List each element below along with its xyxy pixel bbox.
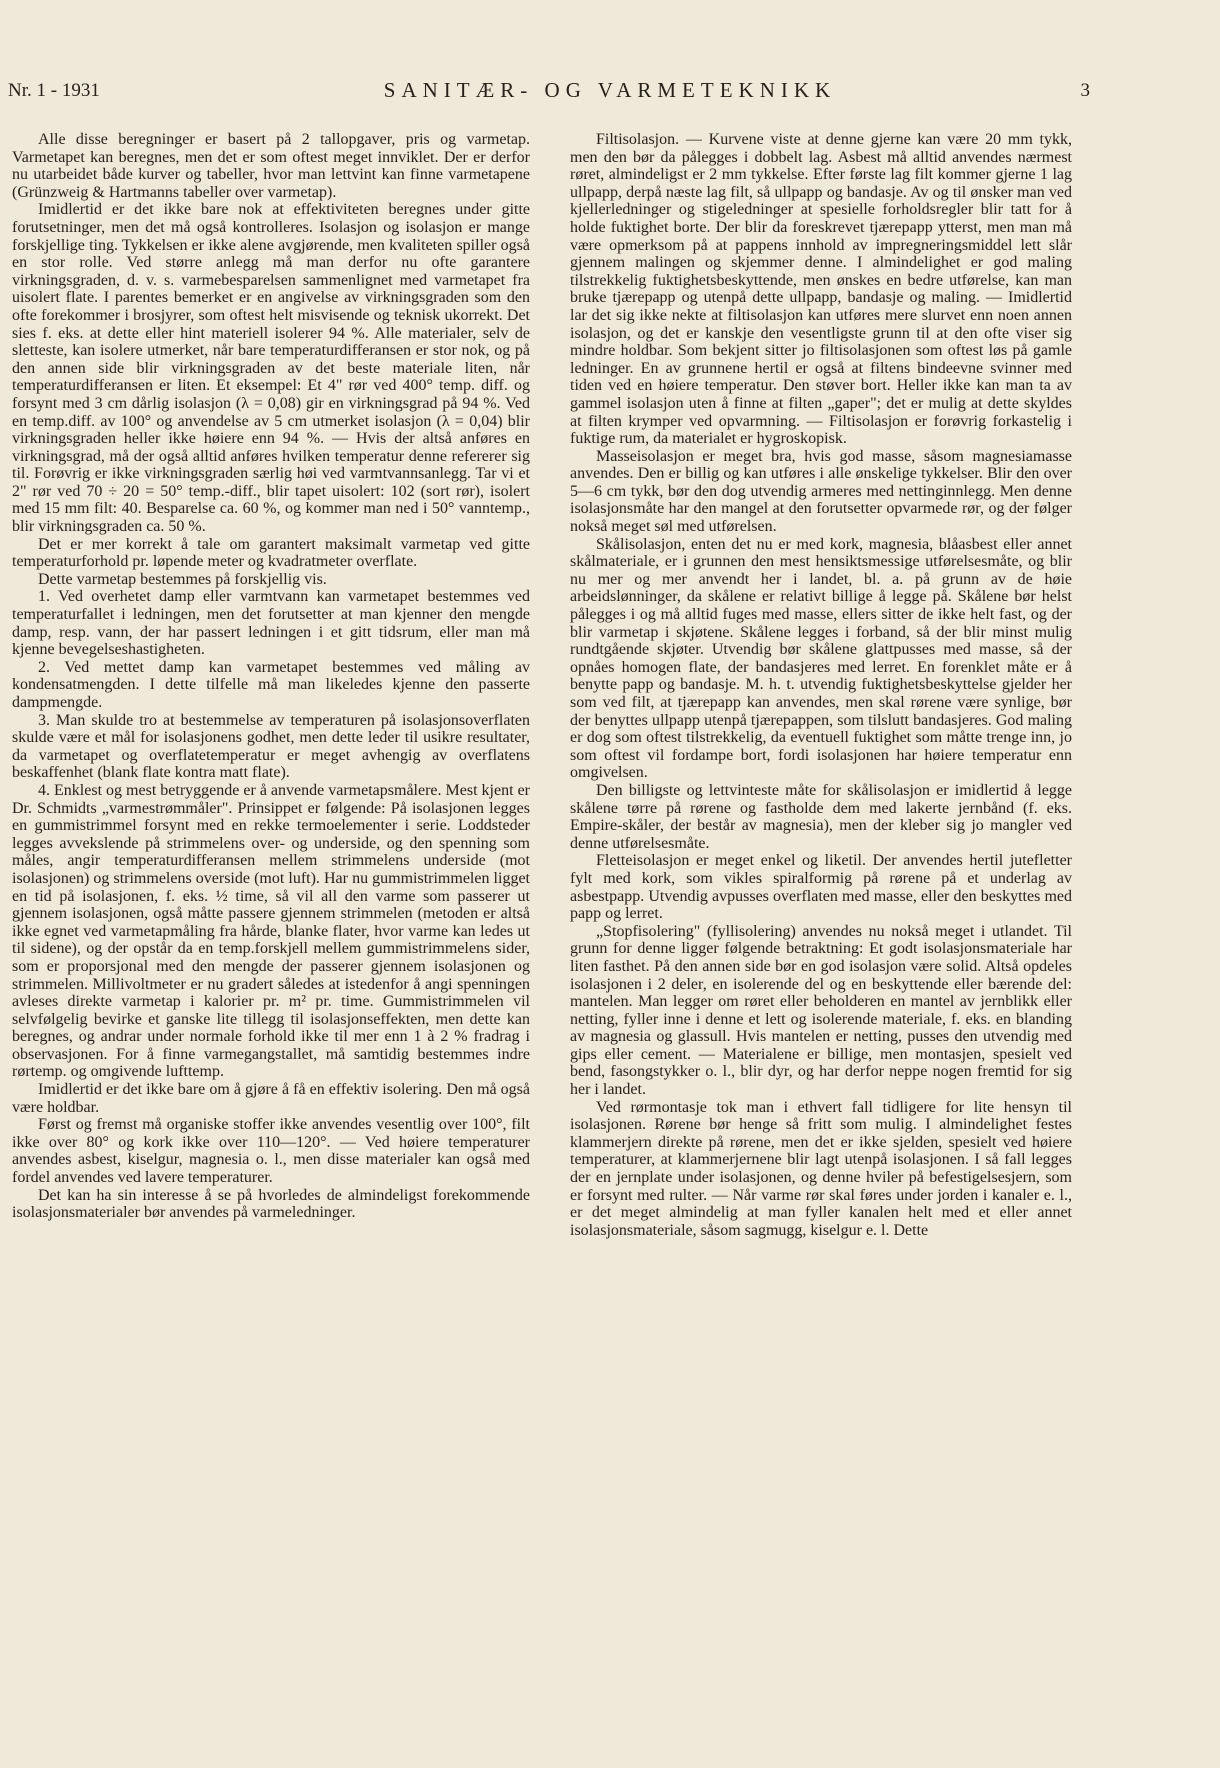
paragraph: Skålisolasjon, enten det nu er med kork, magnesia, blåasbest eller annet skålmateriale, er i grunnen den mest hensiktsmessige utførelsesmåte, og blir nu mer og mer anvendt her i landet, bl. a. på grunn av de høie arbeidslønninger, da skålene er relativt billige å legge på. Skålene bør helst pålegges i og må alltid fuges med masse, ellers sitter de ikke helt fast, og der blir varmetap i skjøtene. Skålene legges i forband, så der blir minst mulig rundtgående skjøter. Utvendig bør skålene glattpusses med masse, så der opnåes homogen flate, der bandasjeres med lerret. En forenklet måte er å benytte papp og bandasje. M. h. t. utvendig fuktighetsbeskyttelse gjelder her som ved filt, at tjærepapp kan anvendes, men skal rørene være synlige, bør der benyttes ullpapp utenpå tjærepappen, som tilslutt bandasjeres. God maling er dog som oftest tilstrekkelig, da eventuell fuktighet som måtte trenge inn, jo som oftest vil fordampe bort, fordi isolasjonen har høiere temperatur enn omgivelsen. (570, 535, 1072, 782)
paragraph: 4. Enklest og mest betryggende er å anvende varmetapsmålere. Mest kjent er Dr. Schmidts „varmestrømmåler". Prinsippet er følgende: På isolasjonen legges en gummistrimmel forsynt med en rekke termoelementer i serie. Loddsteder legges avvekslende på strimmelens over- og underside, og den spenning som måles, angir temperaturdifferansen mellem strimmelens underside (mot isolasjonen) og strimmelens overside (mot luft). Har nu gummistrimmelen ligget en tid på isolasjonen, f. eks. ½ time, så vil all den varme som passerer ut gjennem isolasjonen, også måtte passere gjennem strimmelen (metoden er altså ikke egnet ved varmetapmåling fra hårde, blanke flater, hvor varme kan ledes ut til sidene), og der opstår da en temp.forskjell mellem gummistrimmelens sider, som er proporsjonal med den mengde der passerer gjennem isolasjonen og strimmelen. Millivoltmeter er nu gradert således at istedenfor å angi spenningen avleses direkte varmetap i kalorier pr. m² pr. time. Gummistrimmelen vil selvfølgelig bevirke et ganske lite tillegg til isolasjonseffekten, men dette kan beregnes, og andrar under normale forhold ikke til mer enn 1 à 2 % fradrag i observasjonen. For å finne varmegangstallet, må samtidig bestemmes indre rørtemp. og omgivende lufttemp. (12, 781, 530, 1081)
issue-number: Nr. 1 - 1931 (8, 80, 100, 101)
paragraph: Masseisolasjon er meget bra, hvis god masse, såsom magnesiamasse anvendes. Den er billig og kan utføres i alle ønskelige tykkelser. Blir den over 5—6 cm tykk, bør den dog utvendig armeres med nettinginnlegg. Men denne isolasjonsmåte har den mangel at den forutsetter opvarmede rør, og der følger nokså meget søl med utførelsen. (570, 447, 1072, 536)
paragraph: „Stopfisolering" (fyllisolering) anvendes nu nokså meget i utlandet. Til grunn for denne ligger følgende betraktning: Et godt isolasjonsmateriale har liten fasthet. På den annen side bør en god isolasjon være solid. Altså opdeles isolasjonen i 2 deler, en isolerende del og en beskyttende eller bærende del: mantelen. Man legger om røret eller beholderen en mantel av jernblikk eller netting, fyller inne i denne et lett og isolerende materiale, f. eks. en blanding av magnesia og glassull. Hvis mantelen er netting, pusses den utvendig med gips eller cement. — Materialene er billige, men montasjen, spesielt ved bend, fasongstykker o. l., blir dyr, og har derfor neppe nogen fremtid for sig her i landet. (570, 922, 1072, 1099)
journal-title: SANITÆR- OG VARMETEKNIKK (383, 78, 837, 102)
running-head (0, 80, 1220, 106)
paragraph: Den billigste og lettvinteste måte for skålisolasjon er imidlertid å legge skålene tørre på rørene og fastholde dem med lakerte jernbånd (f. eks. Empire-skåler, der består av magnesia), men der kleber sig jo mangler ved denne utførelsesmåte. (570, 781, 1072, 852)
paragraph: Ved rørmontasje tok man i ethvert fall tidligere for lite hensyn til isolasjonen. Rørene bør henge så fritt som mulig. I almindelighet festes klammerjern direkte på rørene, men det er ikke sjelden, spesielt ved høiere temperaturer, at klammerjernene blir lagt utenpå isolasjonen. I så fall legges der en jernplate under isolasjonen, og denne hviler på befestigelsesjern, som er forsynt med rulter. — Når varme rør skal føres under jorden i kanaler e. l., er det meget almindelig at man fyller kanalen helt med et eller annet isolasjonsmateriale, såsom sagmugg, kiselgur e. l. Dette (570, 1098, 1072, 1239)
paragraph: Filtisolasjon. — Kurvene viste at denne gjerne kan være 20 mm tykk, men den bør da pålegges i dobbelt lag. Asbest må alltid anvendes nærmest røret, almindeligst er 2 mm tykkelse. Efter første lag filt kommer gjerne 1 lag ullpapp, derpå næste lag filt, så ullpapp og bandasje. Av og til ønsker man ved kjellerledninger og stigeledninger at spesielle forholdsregler blir tatt for å holde fuktighet borte. Der blir da foreskrevet tjærepapp ytterst, men man må være opmerksom på at pappens innhold av impregneringsmiddel lett slår gjennem malingen og skjemmer denne. I almindelighet er god maling tilstrekkelig fuktighetsbeskyttende, men ønskes en bedre utførelse, kan man bruke tjærepapp og utenpå dette ullpapp, bandasje og maling. — Imidlertid lar det sig ikke nekte at filtisolasjon kan utføres mere slurvet enn noen annen isolasjon, og det er kanskje den vesentligste grunn til at den ofte viser sig mindre holdbar. Som bekjent sitter jo filtisolasjonen som oftest løs på gamle ledninger. En av grunnene hertil er også at filtens bindeevne svinner med tiden ved en høiere temperatur. Den støver bort. Heller ikke kan man ta av gammel isolasjon uten å finne at filten „gaper"; det er mulig at dette skyldes at filten krymper ved opvarmning. — Filtisolasjon er forøvrig forkastelig i fuktige rum, da materialet er hygroskopisk. (570, 131, 1072, 448)
paragraph: 2. Ved mettet damp kan varmetapet bestemmes ved måling av kondensatmengden. I dette tilfelle må man likeledes kjenne den passerte dampmengde. (12, 658, 530, 711)
paragraph: 1. Ved overhetet damp eller varmtvann kan varmetapet bestemmes ved temperaturfallet i ledningen, men det forutsetter at man kjenner den mengde damp, resp. vann, der har passert ledningen i et gitt tidsrum, eller man må kjenne bevegelseshastigheten. (12, 588, 530, 659)
paragraph: Alle disse beregninger er basert på 2 tallopgaver, pris og varmetap. Varmetapet kan beregnes, men det er som oftest meget innviklet. Der er derfor nu utarbeidet både kurver og tabeller, hvor man lettvint kan finne varmetapene (Grünzweig & Hartmanns tabeller over varmetap). (12, 131, 530, 201)
right-column (570, 131, 1072, 1239)
paragraph: Først og fremst må organiske stoffer ikke anvendes vesentlig over 100°, filt ikke over 80° og kork ikke over 110—120°. — Ved høiere temperaturer anvendes asbest, kiselgur, magnesia o. l., men disse materialer kan også med fordel anvendes ved lavere temperaturer. (12, 1116, 530, 1187)
paragraph: Imidlertid er det ikke bare om å gjøre å få en effektiv isolering. Den må også være holdbar. (12, 1081, 530, 1116)
page-number: 3 (1080, 80, 1090, 101)
paragraph: Imidlertid er det ikke bare nok at effektiviteten beregnes under gitte forutsetninger, men det må også kontrolleres. Isolasjon og isolasjon er mange forskjellige ting. Tykkelsen er ikke alene avgjørende, men kvaliteten spiller også en stor rolle. Ved større anlegg må man derfor nu ofte garantere virkningsgraden, d. v. s. varmebesparelsen sammenlignet med varmetapet fra uisolert flate. I parentes bemerket er en angivelse av virkningsgraden som den ofte forekommer i brosjyrer, som oftest helt misvisende og teknisk ukorrekt. Det sies f. eks. at dette eller hint materiell isolerer 94 %. Alle materialer, selv de sletteste, kan isolere utmerket, når bare temperaturdifferansen er stor nok, og på den annen side blir virkningsgraden av det beste materiale liten, når temperaturdifferansen er liten. Et eksempel: Et 4" rør ved 400° temp. diff. og forsynt med 3 cm dårlig isolasjon (λ = 0,08) gir en virkningsgrad på 94 %. Ved en temp.diff. av 100° og anvendelse av 5 cm utmerket isolasjon (λ = 0,04) blir virkningsgraden heller ikke høiere enn 94 %. — Hvis der altså anføres en virkningsgrad, må der også alltid anføres hvilken temperatur denne refererer sig til. Forøvrig er ikke virkningsgraden særlig høi ved varmtvannsanlegg. Tar vi et 2" rør ved 70 ÷ 20 = 50° temp.-diff., blir tapet uisolert: 102 (sort rør), isolert med 15 mm filt: 40. Besparelse ca. 60 %, og kommer man ned i 50° vanntemp., blir virkningsgraden ca. 50 %. (12, 201, 530, 536)
paragraph: 3. Man skulde tro at bestemmelse av temperaturen på isolasjonsoverflaten skulde være et mål for isolasjonens godhet, men dette leder til usikre resultater, da varmetapet og overflatetemperatur er meget avhengig av overflatens beskaffenhet (blank flate kontra matt flate). (12, 711, 530, 782)
paragraph: Dette varmetap bestemmes på forskjellig vis. (38, 570, 327, 588)
paragraph: Fletteisolasjon er meget enkel og liketil. Der anvendes hertil jutefletter fylt med kork, som vikles spiralformig på rørene på et underlag av asbestpapp. Utvendig avpusses overflaten med masse, eller den beskyttes med papp og lerret. (570, 852, 1072, 923)
paragraph: Det kan ha sin interesse å se på hvorledes de almindeligst forekommende isolasjonsmaterialer bør anvendes på varmeledninger. (12, 1186, 530, 1222)
paragraph: Det er mer korrekt å tale om garantert maksimalt varmetap ved gitte temperaturforhold pr. løpende meter og kvadratmeter overflate. (12, 535, 530, 571)
left-column (12, 131, 530, 1222)
